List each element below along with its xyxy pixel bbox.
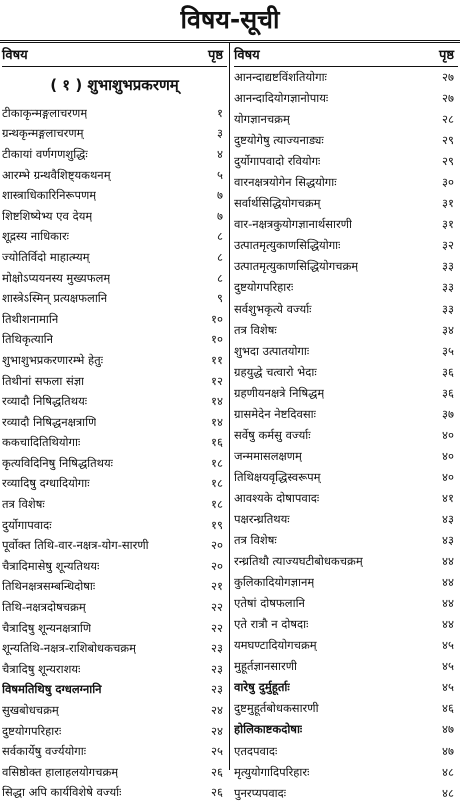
section-heading: ( १ ) शुभाशुभप्रकरणम् xyxy=(50,76,179,94)
toc-entry-topic: सिद्धा अपि कार्यविशेषे वर्ज्याः xyxy=(2,785,122,800)
toc-entry-topic: शास्त्राधिकारिनिरूपणम् xyxy=(2,188,97,203)
toc-entry xyxy=(234,509,458,530)
toc-entry-topic: सर्वेषु कर्मसु वर्ज्याः xyxy=(234,427,311,442)
toc-entry-page: ८ xyxy=(217,270,223,285)
toc-entry-page: २९ xyxy=(442,154,454,169)
toc-entry xyxy=(2,309,227,330)
toc-entry-topic: दुष्टयोगपरिहारः xyxy=(234,280,294,295)
toc-entry-topic: शून्यतिथि-नक्षत्र-राशिबोधकचक्रम् xyxy=(2,641,136,656)
toc-entry xyxy=(2,535,227,556)
toc-entry xyxy=(234,425,458,446)
toc-entry xyxy=(234,677,458,698)
toc-entry-topic: दुर्योगापवादो रवियोगः xyxy=(234,154,321,169)
toc-entry xyxy=(234,277,458,298)
toc-entry xyxy=(234,404,458,425)
toc-entry xyxy=(234,256,458,277)
left-entry-list xyxy=(2,103,227,803)
toc-entry-page: १० xyxy=(211,311,223,326)
toc-entry-page: २६ xyxy=(211,785,223,800)
toc-entry xyxy=(2,268,227,289)
toc-entry-topic: तत्र विशेषः xyxy=(234,322,277,337)
toc-entry-page: ४८ xyxy=(442,785,454,800)
toc-entry-topic: मोक्षोऽप्ययनस्य मुख्यफलम् xyxy=(2,270,111,285)
toc-entry xyxy=(2,412,227,433)
toc-entry-page: २० xyxy=(211,538,223,553)
toc-entry xyxy=(2,783,227,804)
toc-entry xyxy=(234,172,458,193)
toc-entry-topic: योगज्ञानचक्रम् xyxy=(234,112,290,127)
toc-entry-topic: पक्षरन्ध्रतिथयः xyxy=(234,512,290,526)
toc-entry-page: ३६ xyxy=(442,385,454,400)
toc-entry-page: ३३ xyxy=(442,259,454,274)
toc-entry xyxy=(234,109,458,130)
toc-entry xyxy=(234,67,458,88)
toc-entry xyxy=(2,474,227,495)
toc-entry-page: २४ xyxy=(211,703,223,718)
toc-entry-page: १२ xyxy=(211,373,223,388)
toc-entry xyxy=(234,614,458,635)
toc-entry-topic: एतदपवादः xyxy=(234,743,278,758)
toc-entry xyxy=(2,124,227,145)
toc-entry xyxy=(2,721,227,742)
toc-entry xyxy=(2,185,227,206)
toc-entry xyxy=(234,551,458,572)
toc-entry-topic: ग्रन्थकृन्मङ्गलाचरणम् xyxy=(2,126,84,141)
toc-entry-page: १८ xyxy=(211,497,223,512)
toc-entry-topic: विषमतिथिषु दग्धलग्नानि xyxy=(2,682,102,697)
toc-entry xyxy=(234,193,458,214)
toc-entry xyxy=(2,453,227,474)
toc-entry-page: ३२ xyxy=(442,238,454,253)
toc-entry xyxy=(2,144,227,165)
toc-entry-topic: आनन्दाद्यष्टविंशतियोगाः xyxy=(234,70,327,85)
toc-entry-topic: शुभदा उत्पातयोगाः xyxy=(234,343,310,358)
toc-entry-topic: शुभाशुभप्रकरणारम्भे हेतुः xyxy=(2,352,104,367)
toc-entry-page: ४४ xyxy=(442,554,454,569)
toc-entry-page: ४० xyxy=(442,448,454,463)
toc-entry-topic: कुलिकादियोगज्ञानम् xyxy=(234,575,315,590)
toc-entry-page: २४ xyxy=(211,723,223,738)
toc-entry-page: २३ xyxy=(211,682,223,697)
toc-entry xyxy=(234,299,458,320)
toc-entry-topic: आनन्दादियोगज्ञानोपायः xyxy=(234,91,329,106)
title-rule-top xyxy=(0,40,460,41)
toc-entry-page: २३ xyxy=(211,661,223,676)
toc-entry xyxy=(234,341,458,362)
toc-entry-topic: कृत्यविदिनिषु निषिद्धतिथयः xyxy=(2,455,114,470)
toc-entry xyxy=(234,488,458,509)
toc-entry xyxy=(234,214,458,235)
toc-entry-topic: ग्रहयुद्धे चत्वारो भेदाः xyxy=(234,364,317,379)
toc-entry-topic: दुष्टमुहूर्तबोधकसारणी xyxy=(234,701,319,716)
toc-entry xyxy=(234,151,458,172)
toc-entry-topic: आवश्यके दोषापवादः xyxy=(234,490,320,505)
toc-entry xyxy=(234,572,458,593)
toc-entry-topic: उत्पातमृत्युकाणसिद्धियोगाः xyxy=(234,238,341,253)
toc-entry-topic: आरम्भे ग्रन्थवैशिष्ट्यकथनम् xyxy=(2,167,111,182)
toc-entry-topic: यमघण्टादियोगचक्रम् xyxy=(234,638,317,653)
toc-entry-topic: तत्र विशेषः xyxy=(234,533,277,548)
toc-entry-topic: दुर्योगापवादः xyxy=(2,517,52,532)
toc-entry-topic: तिथीनां सफला संज्ञा xyxy=(2,373,85,388)
toc-entry-page: ७ xyxy=(217,208,223,223)
toc-entry-page: ७ xyxy=(217,188,223,203)
toc-entry-page: ४८ xyxy=(442,764,454,779)
toc-entry-page: २२ xyxy=(211,600,223,615)
toc-entry-page: ४६ xyxy=(442,701,454,716)
toc-entry xyxy=(234,698,458,719)
toc-entry-topic: सर्वकार्येषु वर्ज्ययोगाः xyxy=(2,744,87,759)
toc-entry-page: ४४ xyxy=(442,596,454,611)
toc-entry xyxy=(234,130,458,151)
toc-entry-topic: ग्रासमेदेन नेष्टदिवसाः xyxy=(234,406,316,421)
toc-entry-topic: वार-नक्षत्रकुयोगज्ञानार्थसारणी xyxy=(234,217,352,232)
toc-entry-page: ३३ xyxy=(442,280,454,295)
toc-entry xyxy=(234,88,458,109)
toc-entry-topic: पुनरप्यपवादः xyxy=(234,785,287,800)
toc-entry-page: ४० xyxy=(442,469,454,484)
toc-entry-page: ४५ xyxy=(442,680,454,695)
toc-entry-topic: दुष्टयोगपरिहारः xyxy=(2,723,62,738)
toc-entry xyxy=(2,597,227,618)
toc-entry xyxy=(2,165,227,186)
toc-entry-page: ४४ xyxy=(442,575,454,590)
toc-entry-page: २३ xyxy=(211,641,223,656)
toc-entry-page: ३७ xyxy=(442,406,454,421)
toc-entry-topic: चैत्रादिमासेषु शून्यतिथयः xyxy=(2,558,100,573)
toc-entry xyxy=(234,635,458,656)
header-page-label: पृष्ठ xyxy=(438,48,454,63)
toc-entry-topic: वारेषु दुर्मुहूर्ताः xyxy=(234,680,290,695)
toc-entry-page: १६ xyxy=(211,435,223,450)
toc-entry xyxy=(2,618,227,639)
toc-entry-page: ३६ xyxy=(442,364,454,379)
toc-entry-page: १९ xyxy=(211,517,223,532)
toc-entry-topic: शास्त्रेऽस्मिन् प्रत्यक्षफलानि xyxy=(2,291,108,306)
toc-entry-topic: शूद्रस्य नाधिकारः xyxy=(2,229,69,244)
toc-entry-topic: होलिकाष्टकदोषाः xyxy=(234,722,303,737)
toc-entry xyxy=(2,680,227,701)
toc-entry-page: ३ xyxy=(217,126,223,141)
toc-entry-topic: मुहूर्तज्ञानसारणी xyxy=(234,659,298,674)
toc-entry-topic: मृत्युयोगादिपरिहारः xyxy=(234,764,310,779)
toc-entry-page: १ xyxy=(217,105,223,120)
toc-entry-page: ३० xyxy=(442,175,454,190)
toc-entry-topic: रव्यादिषु दग्धादियोगाः xyxy=(2,476,90,491)
toc-entry-page: २७ xyxy=(442,70,454,85)
toc-entry-topic: पूर्वोक्त तिथि-वार-नक्षत्र-योग-सारणी xyxy=(2,538,149,553)
right-column-header xyxy=(234,42,458,67)
toc-entry-page: २७ xyxy=(442,91,454,106)
toc-entry-page: ४ xyxy=(217,146,223,161)
toc-entry-page: ११ xyxy=(211,352,223,367)
toc-entry-page: ४३ xyxy=(442,512,454,526)
toc-entry-page: ४४ xyxy=(442,617,454,632)
toc-entry xyxy=(234,320,458,341)
toc-entry-topic: तत्र विशेषः xyxy=(2,497,45,512)
column-divider xyxy=(229,42,230,770)
header-topic-label: विषय xyxy=(2,48,28,63)
toc-entry xyxy=(2,494,227,515)
left-column-header xyxy=(2,42,227,67)
toc-entry-page: १८ xyxy=(211,476,223,491)
toc-entry-topic: रन्ध्रतिथौ त्याज्यघटीबोधकचक्रम् xyxy=(234,554,363,569)
toc-entry-topic: तिथि-नक्षत्रदोषचक्रम् xyxy=(2,600,86,615)
right-column xyxy=(234,42,458,804)
toc-entry-page: ५ xyxy=(217,167,223,182)
toc-entry-page: २० xyxy=(211,558,223,573)
toc-entry xyxy=(2,247,227,268)
toc-entry-page: १४ xyxy=(211,414,223,429)
toc-entry-page: २१ xyxy=(211,579,223,594)
toc-entry-topic: सर्वार्थसिद्धियोगचक्रम् xyxy=(234,196,321,211)
toc-entry-page: ४० xyxy=(442,427,454,442)
toc-entry-topic: टीकाकृन्मङ्गलाचरणम् xyxy=(2,105,88,120)
toc-entry xyxy=(234,783,458,804)
toc-entry xyxy=(2,330,227,351)
toc-entry-page: ९ xyxy=(217,291,223,306)
toc-entry-topic: ककचादितिथियोगाः xyxy=(2,435,81,450)
toc-entry-page: ३३ xyxy=(442,301,454,316)
header-topic-label: विषय xyxy=(234,48,260,63)
toc-entry xyxy=(2,515,227,536)
toc-entry-topic: वसिष्ठोक्त हालाहलयोगचक्रम् xyxy=(2,764,119,779)
toc-entry-page: ८ xyxy=(217,249,223,264)
right-entry-list xyxy=(234,67,458,804)
toc-entry xyxy=(2,700,227,721)
toc-entry-topic: एतेषां दोषफलानि xyxy=(234,596,305,611)
toc-entry-topic: तिथिक्षयवृद्धिस्वरूपम् xyxy=(234,469,321,484)
toc-entry xyxy=(2,206,227,227)
toc-entry-topic: रव्यादौ निषिद्धनक्षत्राणि xyxy=(2,414,97,429)
header-page-label: पृष्ठ xyxy=(207,48,223,63)
toc-entry xyxy=(234,446,458,467)
toc-entry xyxy=(2,659,227,680)
toc-entry xyxy=(234,741,458,762)
toc-entry-topic: सर्वशुभकृत्ये वर्ज्याः xyxy=(234,301,312,316)
toc-entry-page: १४ xyxy=(211,394,223,409)
toc-entry-page: ३४ xyxy=(442,322,454,337)
toc-entry-page: २५ xyxy=(211,744,223,759)
toc-entry-page: २९ xyxy=(442,133,454,148)
toc-entry-page: ४७ xyxy=(442,743,454,758)
toc-entry xyxy=(2,433,227,454)
toc-entry-topic: उत्पातमृत्युकाणसिद्धियोगचक्रम् xyxy=(234,259,359,274)
toc-entry-topic: दुष्टयोगेषु त्याज्यनाड्यः xyxy=(234,133,324,148)
toc-entry-topic: ज्योतिर्विदो माहात्म्यम् xyxy=(2,249,90,264)
toc-entry-topic: ग्रहणीयनक्षत्रे निषिद्धम् xyxy=(234,385,325,400)
toc-entry-page: २२ xyxy=(211,620,223,635)
toc-entry-page: ३१ xyxy=(442,217,454,232)
toc-entry xyxy=(2,638,227,659)
toc-entry xyxy=(2,350,227,371)
toc-entry-topic: शिष्टशिष्येभ्य एव देयम् xyxy=(2,208,93,223)
toc-entry xyxy=(2,577,227,598)
toc-entry xyxy=(2,288,227,309)
toc-entry-topic: वारनक्षत्रयोगेन सिद्धयोगाः xyxy=(234,175,337,190)
toc-entry-page: २६ xyxy=(211,764,223,779)
toc-entry xyxy=(2,391,227,412)
toc-entry xyxy=(234,383,458,404)
toc-entry xyxy=(234,656,458,677)
toc-entry-topic: तिथिनक्षत्रसम्बन्धिदोषाः xyxy=(2,579,96,594)
toc-entry-topic: रव्यादौ निषिद्धतिथयः xyxy=(2,394,88,409)
toc-entry-page: ४५ xyxy=(442,659,454,674)
toc-entry xyxy=(2,371,227,392)
toc-entry-page: ४३ xyxy=(442,533,454,548)
left-column xyxy=(2,42,227,803)
toc-entry xyxy=(234,593,458,614)
toc-entry-topic: तिथीशनामानि xyxy=(2,311,59,326)
toc-entry xyxy=(2,556,227,577)
toc-entry-page: १८ xyxy=(211,455,223,470)
toc-entry-page: ४१ xyxy=(442,490,454,505)
toc-entry xyxy=(2,762,227,783)
toc-entry-topic: सुखबोधचक्रम् xyxy=(2,703,59,718)
toc-entry xyxy=(234,530,458,551)
toc-entry xyxy=(234,467,458,488)
toc-entry-topic: एते रात्रौ न दोषदाः xyxy=(234,617,309,632)
toc-entry-topic: टीकायां वर्णगणशुद्धिः xyxy=(2,146,88,161)
toc-entry xyxy=(234,762,458,783)
toc-entry xyxy=(234,362,458,383)
toc-entry xyxy=(234,235,458,256)
toc-entry xyxy=(2,227,227,248)
toc-entry-page: १० xyxy=(211,332,223,347)
toc-entry-page: ८ xyxy=(217,229,223,244)
toc-entry-page: ३५ xyxy=(442,343,454,358)
toc-entry-topic: जन्ममासलक्षणम् xyxy=(234,448,302,463)
toc-entry xyxy=(2,103,227,124)
toc-entry-topic: तिथिकृत्यानि xyxy=(2,332,54,347)
page-title: विषय-सूची xyxy=(180,5,280,34)
toc-entry xyxy=(234,719,458,740)
toc-entry xyxy=(2,741,227,762)
toc-entry-page: ४७ xyxy=(442,722,454,737)
toc-entry-topic: चैत्रादिषु शून्यनक्षत्राणि xyxy=(2,620,92,635)
toc-entry-page: ३१ xyxy=(442,196,454,211)
toc-entry-topic: चैत्रादिषु शून्यराशयः xyxy=(2,661,81,676)
toc-entry-page: २८ xyxy=(442,112,454,127)
toc-entry-page: ४५ xyxy=(442,638,454,653)
